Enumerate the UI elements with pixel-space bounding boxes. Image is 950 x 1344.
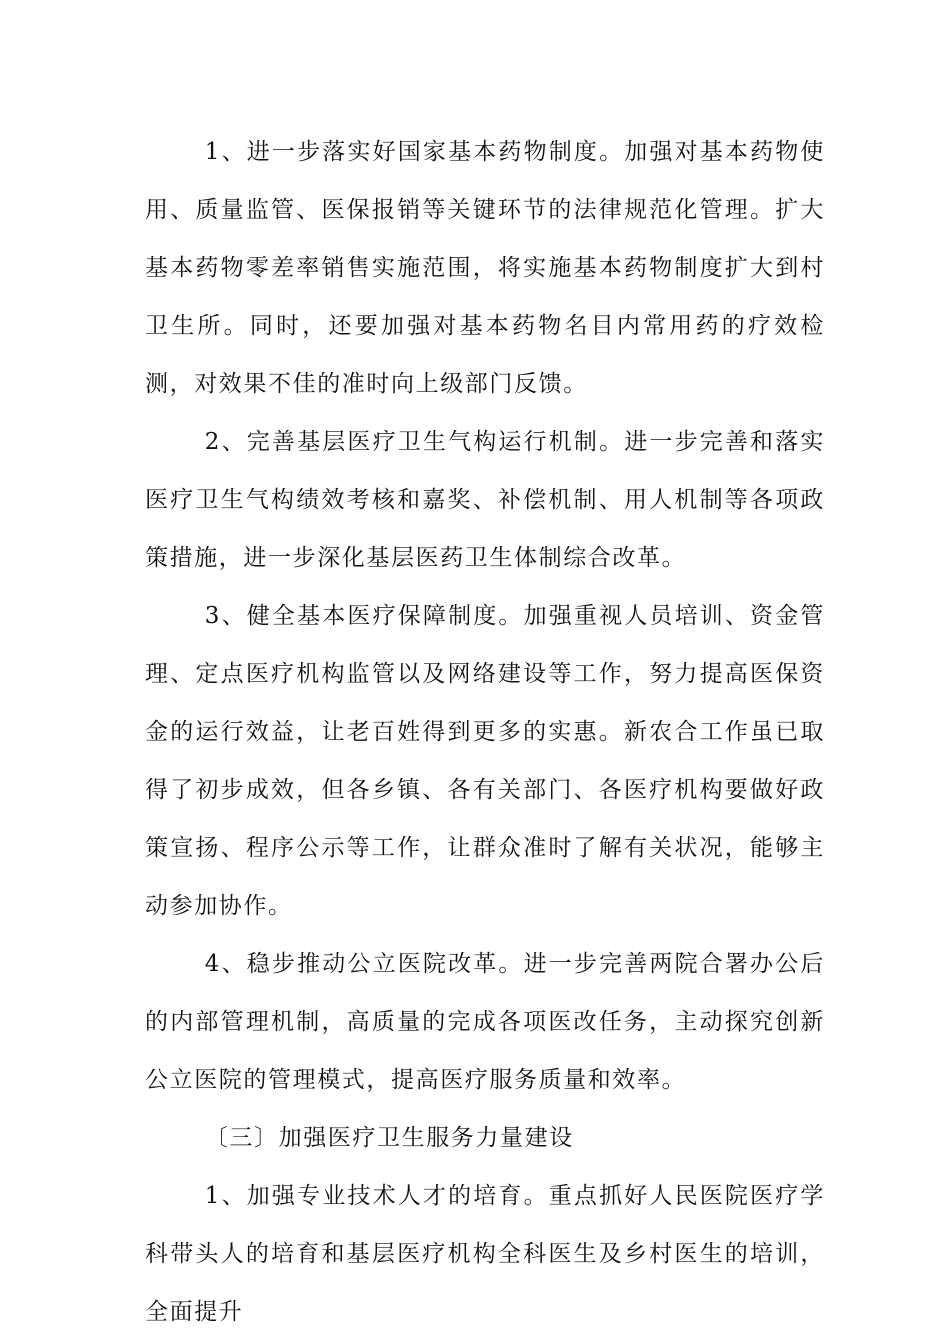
document-body — [145, 123, 825, 1341]
paragraph-essential-drugs: 1、进一步落实好国家基本药物制度。加强对基本药物使用、质量监管、医保报销等关键环节的法律规范化管理。扩大基本药物零差率销售实施范围，将实施基本药物制度扩大到村卫生所。同时，还要加强对基本药物名目内常用药的疗效检测，对效果不佳的准时向上级部门反馈。 — [145, 139, 825, 397]
section-heading: 〔三〕加强医疗卫生服务力量建设 — [204, 1125, 574, 1151]
paragraph-public-hospital-reform: 4、稳步推动公立医院改革。进一步完善两院合署办公后的内部管理机制，高质量的完成各项医改任务，主动探究创新公立医院的管理模式，提高医疗服务质量和效率。 — [145, 951, 825, 1093]
paragraph-grassroots-mechanism: 2、完善基层医疗卫生气构运行机制。进一步完善和落实医疗卫生气构绩效考核和嘉奖、补偿机制、用人机制等各项政策措施，进一步深化基层医药卫生体制综合改革。 — [145, 429, 825, 571]
paragraph-talent-training: 1、加强专业技术人才的培育。重点抓好人民医院医疗学科带头人的培育和基层医疗机构全科医生及乡村医生的培训，全面提升 — [145, 1183, 825, 1325]
paragraph-medical-insurance: 3、健全基本医疗保障制度。加强重视人员培训、资金管理、定点医疗机构监管以及网络建设等工作，努力提高医保资金的运行效益，让老百姓得到更多的实惠。新农合工作虽已取得了初步成效，但各乡镇、各有关部门、各医疗机构要做好政策宣扬、程序公示等工作，让群众准时了解有关状况，能够主动参加协作。 — [145, 603, 825, 919]
